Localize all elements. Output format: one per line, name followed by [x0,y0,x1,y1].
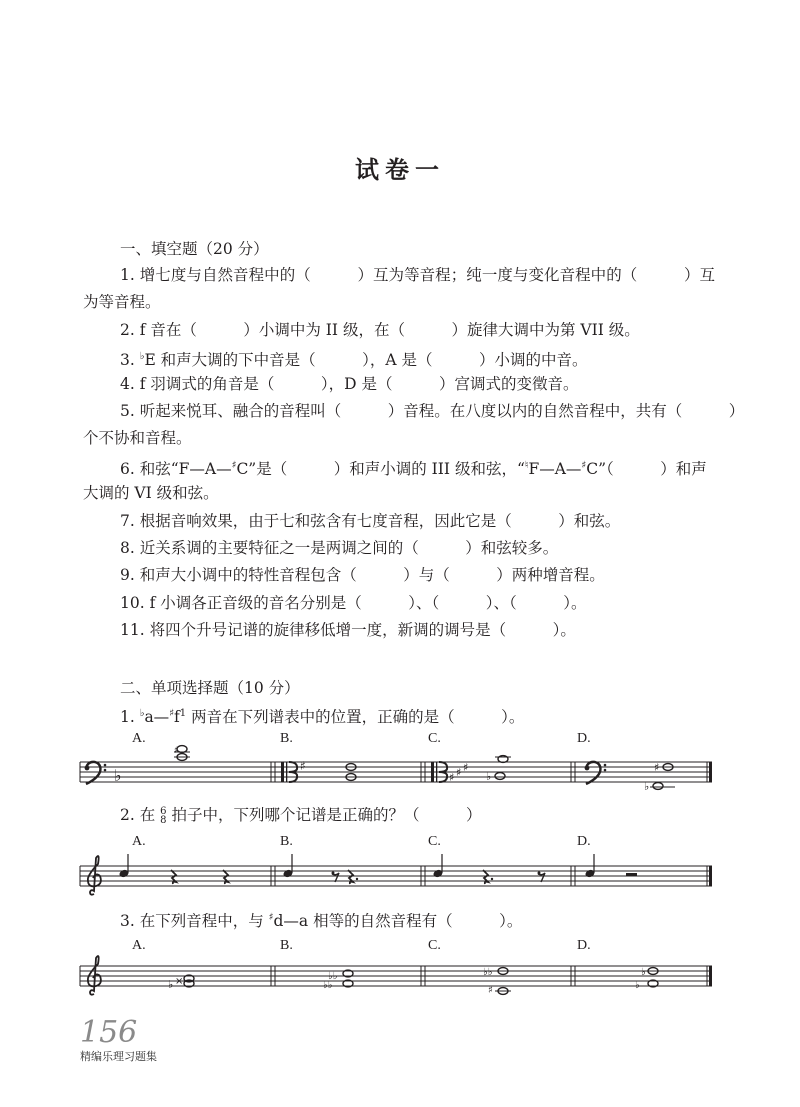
option-d-label: D. [577,731,591,746]
option-b-label: B. [280,834,293,849]
question-1-8: 8. 近关系调的主要特征之一是两调之间的（ ）和弦较多。 [120,539,559,557]
svg-text:♭♭: ♭♭ [483,967,493,978]
page-number: 156 [80,1015,138,1050]
svg-text:♭♭: ♭♭ [323,980,333,991]
question-1-3 [120,347,588,370]
option-a-label: A. [132,938,146,953]
svg-text:♯: ♯ [456,766,462,779]
svg-text:×: × [175,976,184,987]
flat-icon: ♭ [114,766,122,785]
question-2-2-prefix: 2. 在 [120,806,161,824]
question-2-2-text: 拍子中，下列哪个记谱是正确的？（ ） [166,806,482,824]
question-2-1-prefix: 1. [120,708,140,726]
svg-text:♯: ♯ [449,771,455,784]
book-title: 精编乐理习题集 [80,1050,157,1063]
time-signature-bottom: 8 [160,815,167,826]
natural-symbol: ♮ [524,460,529,471]
option-c-label: C. [428,938,441,953]
music-staff-question-1 [78,742,718,802]
svg-text:♯: ♯ [174,746,179,756]
treble-clef-icon [88,856,101,895]
option-b-label: B. [280,731,293,746]
question-2-1-text: 两音在下列谱表中的位置，正确的是（ ）。 [186,708,525,726]
question-1-6-part-d: C”（ ）和声 [586,460,707,478]
time-signature-top: 6 [160,806,167,817]
question-1-5-line1: 5. 听起来悦耳、融合的音程叫（ ）音程。在八度以内的自然音程中，共有（ ） [120,402,745,420]
section-heading-multiple-choice: 二、单项选择题（10 分） [120,679,300,697]
option-c-label: C. [428,834,441,849]
svg-text:♭: ♭ [644,780,650,793]
question-2-1 [120,704,524,727]
question-1-3-text: E 和声大调的下中音是（ ），A 是（ ）小调的中音。 [144,351,588,369]
svg-text:♭♭: ♭♭ [328,971,338,982]
option-a-label: A. [132,834,146,849]
question-2-3 [120,908,522,931]
page-title: 试卷一 [355,156,445,184]
sharp-symbol: ♯ [169,708,175,719]
bass-clef-icon [585,762,607,784]
option-a-label: A. [132,731,146,746]
svg-text:♯: ♯ [463,761,469,774]
question-1-1-line2: 为等音程。 [83,293,161,311]
question-1-7: 7. 根据音响效果，由于七和弦含有七度音程，因此它是（ ）和弦。 [120,512,621,530]
option-b-label: B. [280,938,293,953]
option-d-label: D. [577,938,591,953]
question-1-1-line1: 1. 增七度与自然音程中的（ ）互为等音程；纯一度与变化音程中的（ ）互 [120,266,715,284]
question-1-9: 9. 和声大小调中的特性音程包含（ ）与（ ）两种增音程。 [120,566,605,584]
svg-text:♯: ♯ [654,761,660,774]
bass-clef-icon [85,762,107,784]
svg-text:♭: ♭ [635,980,640,991]
question-1-10: 10. f 小调各正音级的音名分别是（ ）、（ ）、（ ）。 [120,594,587,612]
flat-symbol: ♭ [139,708,145,719]
question-1-11: 11. 将四个升号记谱的旋律移低增一度，新调的调号是（ ）。 [120,621,576,639]
svg-text:♯: ♯ [488,985,493,996]
question-1-6-line1 [120,456,718,479]
question-1-3-prefix: 3. [120,351,140,369]
question-2-3-prefix: 3. 在下列音程中，与 [120,912,269,930]
svg-text:♭: ♭ [168,978,174,991]
music-staff-question-2 [78,848,718,908]
svg-text:♭: ♭ [641,967,646,978]
octave-mark: 1 [179,708,187,719]
svg-text:♯: ♯ [300,759,306,773]
sharp-symbol: ♯ [231,460,237,471]
option-c-label: C. [428,731,441,746]
question-1-6-part-a: 6. 和弦“F—A— [120,460,232,478]
sharp-symbol: ♯ [581,460,587,471]
question-1-6-line2: 大调的 VI 级和弦。 [83,484,219,502]
alto-clef-icon [281,762,297,782]
question-1-6-part-c: F—A— [528,460,582,478]
question-2-1-note-a: a— [144,708,170,726]
question-1-6-part-b: C”是（ ）和声小调的 III 级和弦，“ [236,460,525,478]
question-1-5-line2: 个不协和音程。 [83,429,192,447]
music-staff-question-3 [78,950,718,1010]
question-2-2 [120,805,481,825]
flat-symbol: ♭ [139,351,145,362]
sharp-symbol: ♯ [268,912,274,923]
option-d-label: D. [577,834,591,849]
svg-text:♭: ♭ [486,770,492,783]
alto-clef-icon [431,762,447,782]
treble-clef-icon [88,956,101,995]
question-2-3-text: d—a 相等的自然音程有（ ）。 [273,912,523,930]
section-heading-fill-blank: 一、填空题（20 分） [120,240,269,258]
question-1-2: 2. f 音在（ ）小调中为 II 级，在（ ）旋律大调中为第 VII 级。 [120,321,640,339]
question-1-4: 4. f 羽调式的角音是（ ），D 是（ ）宫调式的变徵音。 [120,375,579,393]
question-2-1-note-f: f [174,708,180,726]
